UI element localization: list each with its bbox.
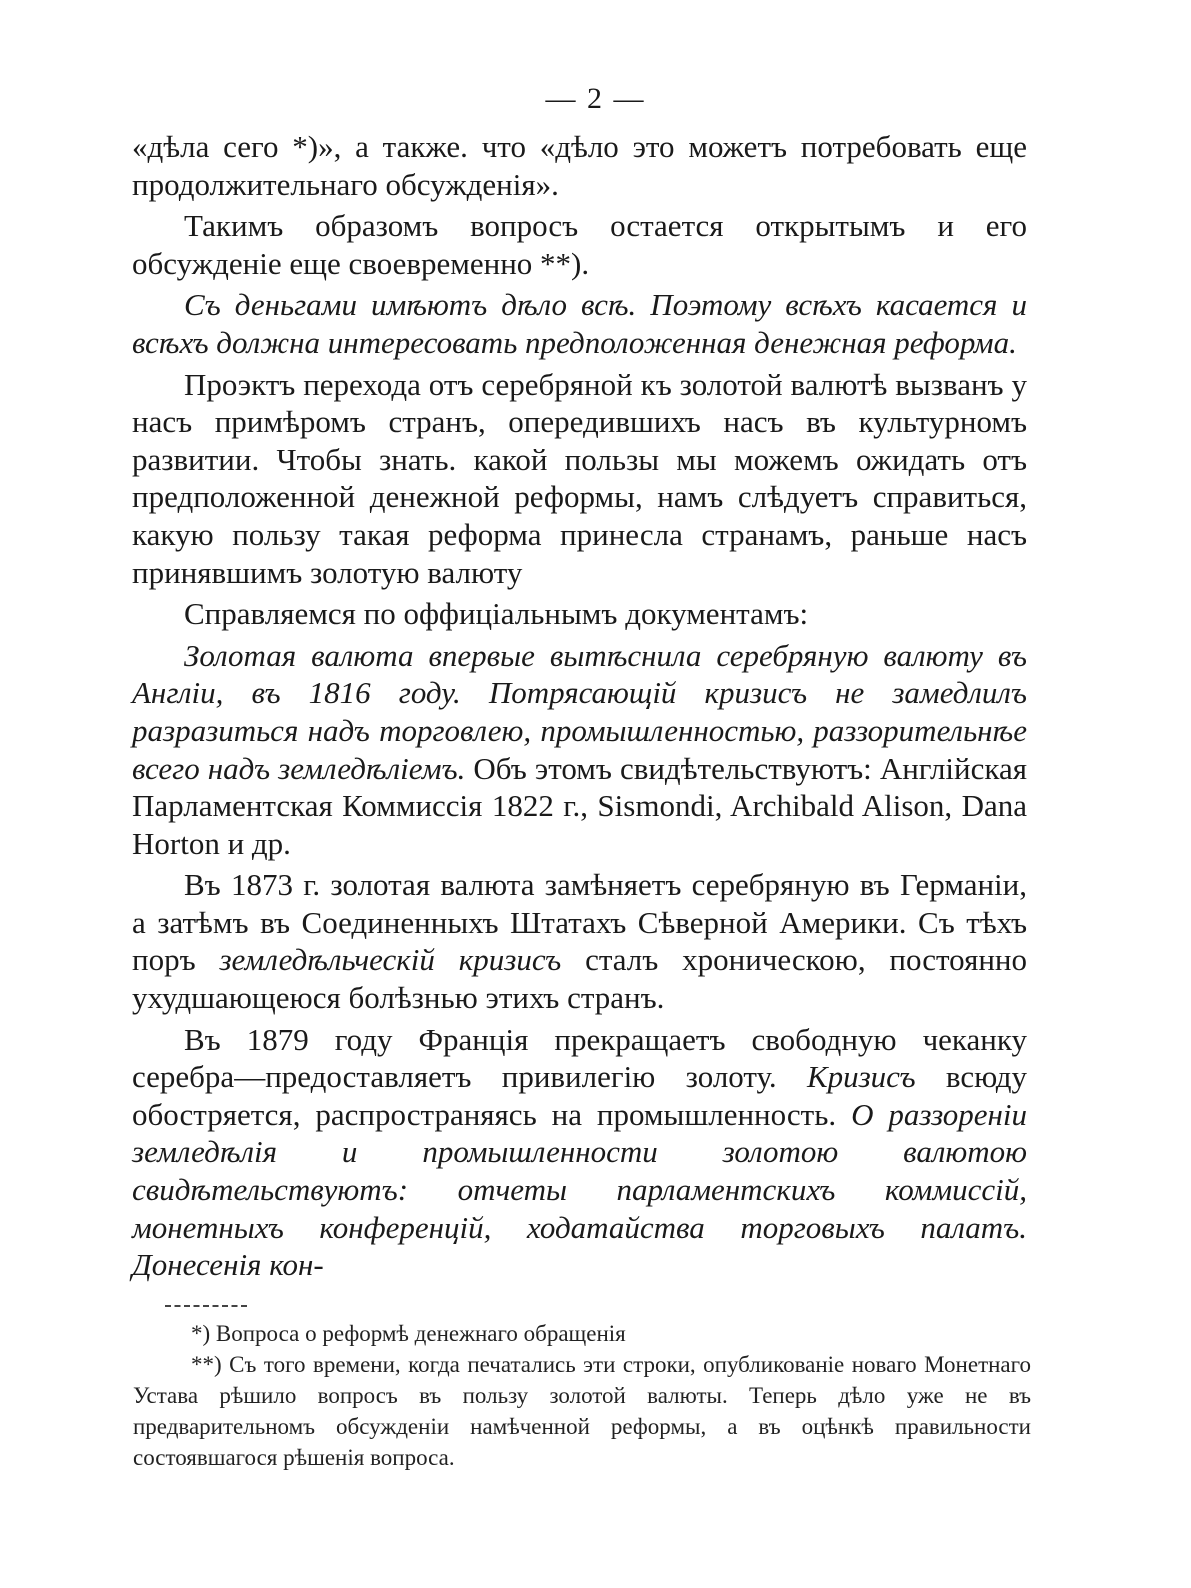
text-run: всюду обостряется, распространяясь на промышленность. <box>132 1059 1027 1132</box>
paragraph <box>132 866 1027 1016</box>
paragraph <box>132 637 1027 863</box>
paragraph <box>132 128 1027 203</box>
italic-text-run: О раззореніи земледѣлія и промышленности золотою валютою свидѣтельствуютъ: отчеты парламентскихъ коммиссій, монетныхъ конференцій, ходатайства торговыхъ палатъ. Донесенія кон- <box>132 1096 1028 1283</box>
italic-text-run: земледѣльческій кризисъ <box>219 942 562 978</box>
text-run: Въ 1873 г. золотая валюта замѣняетъ серебряную въ Германіи, а затѣмъ въ Соединенныхъ Штатахъ Сѣверной Америки. Съ тѣхъ поръ <box>132 867 1027 978</box>
footnote: **) Съ того времени, когда печатались эти строки, опубликованіе новаго Монетнаго Устава рѣшило вопросъ въ пользу золотой валюты. Теперь дѣло уже не въ предварительномъ обсужденіи намѣченной реформы, а въ оцѣнкѣ правильности состоявшагося рѣшенія вопроса. <box>133 1352 1031 1470</box>
paragraph <box>132 286 1027 361</box>
page-number: — 2 — <box>545 82 646 115</box>
italic-text-run: Золотая валюта впервые вытѣснила серебряную валюту въ Англіи, въ 1816 году. Потрясающій кризисъ не замедлилъ разразиться надъ торговлею, промышленностью, раззорительнѣе всего надъ земледѣліемъ. <box>132 637 1027 786</box>
footnote-rule <box>165 1305 247 1307</box>
text-run: Справляемся по оффиціальнымъ документамъ: <box>184 596 809 632</box>
text-run: Въ 1879 году Франція прекращаетъ свободную чеканку серебра—предоставляетъ привилегію золоту. <box>132 1021 1027 1095</box>
paragraph <box>132 1021 1027 1284</box>
italic-text-run: Кризисъ <box>806 1059 916 1095</box>
footnote: *) Вопроса о реформѣ денежнаго обращенія <box>191 1321 626 1346</box>
text-run: сталъ хроническою, постоянно ухудшающеюся болѣзнью этихъ странъ. <box>132 942 1028 1016</box>
paragraph <box>132 595 1027 633</box>
italic-text-run: Съ деньгами имѣютъ дѣло всѣ. Поэтому всѣхъ касается и всѣхъ должна интересовать предположенная денежная реформа. <box>132 287 1027 360</box>
text-run: Проэктъ перехода отъ серебряной къ золотой валютѣ вызванъ у насъ примѣромъ странъ, опередившихъ насъ въ культурномъ развитии. Чтобы знать. какой пользы мы можемъ ожидать отъ предположенной денежной реформы, намъ слѣдуетъ справиться, какую пользу такая реформа принесла странамъ, раньше насъ принявшимъ золотую валюту <box>132 366 1027 590</box>
text-run: Такимъ образомъ вопросъ остается открытымъ и его обсужденіе еще своевременно **). <box>132 208 1027 281</box>
text-run: Объ этомъ свидѣтельствуютъ: Англійская Парламентская Коммиссія 1822 г., Sismondi, Archibald Alison, Dana Horton и др. <box>132 750 1027 861</box>
text-run: «дѣла сего *)», а также. что «дѣло это можетъ потребовать еще продолжительнаго обсужденія». <box>132 129 1027 202</box>
paragraph <box>132 207 1027 282</box>
footnotes <box>133 1318 1031 1473</box>
body-text <box>132 128 1027 1284</box>
paragraph <box>132 366 1027 592</box>
